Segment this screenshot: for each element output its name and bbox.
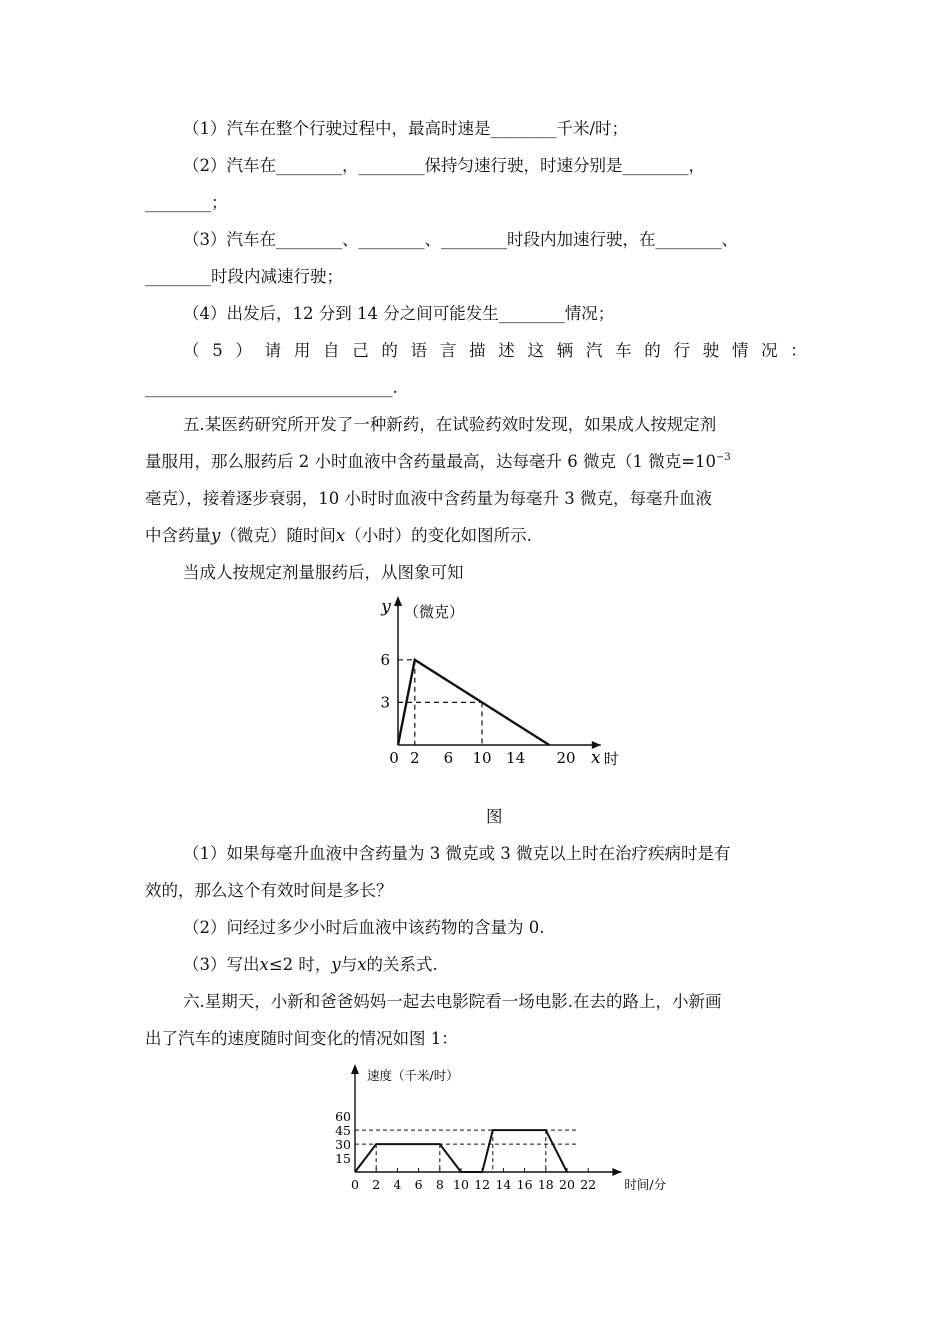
q4-3-line1: （3）汽车在________、________、________时段内加速行驶，在________、 — [183, 230, 738, 249]
s5-para-line5: 当成人按规定剂量服药后，从图象可知 — [183, 563, 464, 582]
char: 描 — [469, 341, 486, 360]
text: ≤2 时， — [268, 955, 332, 974]
s5-para-line3: 毫克），接着逐步衰弱，10 小时时血液中含药量为每毫升 3 微克，每毫升血液 — [145, 489, 712, 508]
s5-para-line1: 五.某医药研究所开发了一种新药，在试验药效时发现，如果成人按规定剂 — [183, 415, 717, 434]
x-tick-label: 22 — [580, 1177, 597, 1192]
char: 的 — [644, 341, 661, 360]
char: 况 — [761, 341, 778, 360]
s5-para-line2-text: 量服用，那么服药后 2 小时血液中含药量最高，达每毫升 6 微克（1 微克=10 — [145, 452, 717, 471]
char: 述 — [498, 341, 515, 360]
q4-2-line2: ________； — [145, 193, 228, 212]
y-tick-label: 6 — [380, 650, 390, 669]
char: 语 — [410, 341, 428, 360]
x-tick-label: 0 — [389, 749, 399, 767]
char: （ — [183, 341, 200, 360]
x-tick-label: 20 — [559, 1177, 575, 1192]
q4-5-line2: ______________________________. — [145, 378, 398, 397]
x-tick-label: 2 — [372, 1177, 381, 1192]
s5-q3 — [183, 954, 438, 976]
char: 自 — [323, 341, 340, 360]
text: 的关系式. — [366, 955, 438, 974]
var-y: y — [331, 955, 341, 974]
s6-para-line1: 六.星期天，小新和爸爸妈妈一起去电影院看一场电影.在去的路上，小新画 — [183, 992, 722, 1011]
char: 汽 — [585, 341, 603, 360]
x-axis-unit: 时 — [603, 750, 619, 768]
drug-chart — [360, 590, 630, 775]
x-tick-label: 20 — [556, 749, 576, 767]
x-tick-label: 2 — [410, 749, 420, 767]
x-tick-label: 6 — [443, 749, 454, 767]
var-x: x — [259, 955, 269, 974]
drug-chart-plot — [380, 596, 619, 768]
char: 用 — [293, 341, 311, 360]
y-tick-label: 30 — [335, 1137, 351, 1153]
y-tick-label: 60 — [335, 1109, 351, 1125]
char: 言 — [439, 341, 457, 360]
char: ： — [790, 341, 807, 360]
s5-q1-line2: 效的，那么这个有效时间是多长？ — [145, 881, 393, 900]
var-x: x — [357, 955, 367, 974]
text: （微克）随时间 — [220, 526, 336, 545]
q4-4: （4）出发后，12 分到 14 分之间可能发生________情况； — [183, 304, 615, 323]
q4-5-line1 — [183, 340, 807, 362]
x-tick-label: 10 — [472, 749, 492, 767]
x-tick-label: 10 — [453, 1177, 469, 1192]
s5-q2: （2）问经过多少小时后血液中该药物的含量为 0. — [183, 918, 545, 937]
text: 与 — [340, 955, 358, 974]
x-tick-label: 8 — [435, 1177, 444, 1192]
x-axis-var: x — [591, 748, 601, 768]
x-tick-label: 0 — [351, 1177, 359, 1192]
text: （3）写出 — [183, 955, 260, 974]
y-tick-label: 15 — [335, 1151, 351, 1167]
s6-para-line2: 出了汽车的速度随时间变化的情况如图 1： — [145, 1029, 458, 1048]
x-tick-label: 16 — [516, 1177, 533, 1192]
s5-para-line2 — [145, 451, 731, 473]
x-axis-arrow — [612, 1168, 621, 1176]
x-tick-label: 14 — [495, 1177, 512, 1192]
y-tick-label: 45 — [335, 1123, 351, 1139]
var-y: y — [211, 526, 221, 545]
y-axis-label: 速度（千米/时） — [367, 1068, 459, 1083]
char: 的 — [381, 341, 398, 360]
x-axis-label: 时间/分 — [624, 1177, 667, 1192]
char: 己 — [352, 341, 369, 360]
figure-caption: 图 — [486, 807, 503, 826]
char: 车 — [615, 341, 632, 360]
s5-para-line4 — [145, 525, 532, 547]
speed-line — [355, 1130, 567, 1172]
exponent: −3 — [716, 452, 731, 463]
s5-q1-line1: （1）如果每毫升血液中含药量为 3 微克或 3 微克以上时在治疗疾病时是有 — [183, 844, 731, 863]
char: 情 — [731, 341, 749, 360]
char: 辆 — [556, 341, 574, 360]
char: 5 — [212, 341, 223, 360]
char: 驶 — [702, 341, 720, 360]
var-x: x — [335, 526, 346, 545]
text: 中含药量 — [145, 526, 211, 545]
speed-chart-plot — [335, 1064, 667, 1192]
char: ） — [235, 341, 252, 360]
y-axis-var: y — [381, 597, 391, 617]
q4-3-line2: ________时段内减速行驶； — [145, 267, 343, 286]
text: （小时）的变化如图所示. — [345, 526, 532, 545]
y-axis-arrow — [394, 596, 402, 606]
x-tick-label: 12 — [474, 1177, 491, 1192]
y-axis-unit: （微克） — [404, 603, 465, 621]
q4-1: （1）汽车在整个行驶过程中，最高时速是________千米/时； — [183, 119, 629, 138]
x-tick-label: 18 — [537, 1177, 554, 1192]
x-tick-label: 6 — [414, 1177, 423, 1192]
char: 行 — [673, 341, 690, 360]
speed-chart — [330, 1060, 670, 1200]
q4-2-line1: （2）汽车在________，________保持匀速行驶，时速分别是________， — [183, 156, 705, 175]
y-axis-arrow — [351, 1064, 359, 1074]
x-tick-label: 4 — [393, 1177, 402, 1192]
char: 这 — [527, 341, 544, 360]
char: 请 — [264, 341, 282, 360]
y-tick-label: 3 — [380, 693, 390, 712]
x-tick-label: 14 — [506, 749, 526, 767]
